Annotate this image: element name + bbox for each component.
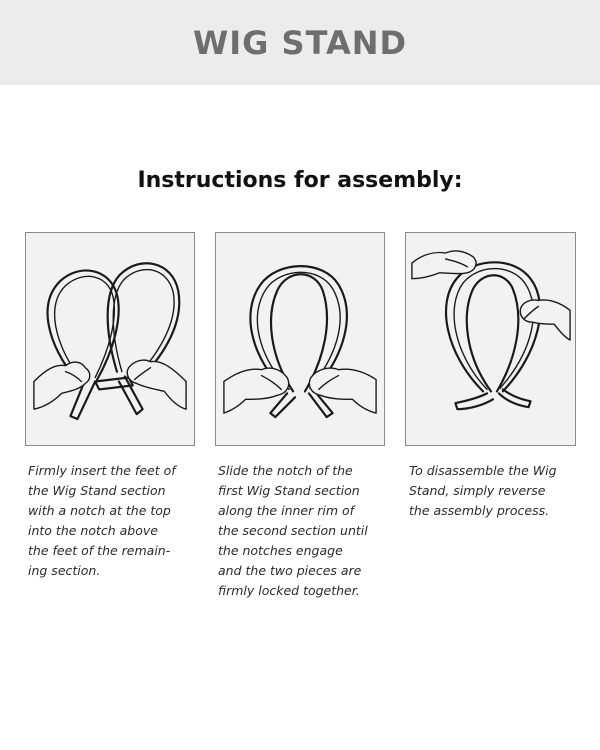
step-3-caption: To disassemble the Wig Stand, simply reverse the assembly process. — [409, 463, 557, 518]
step-1-caption: Firmly insert the feet of the Wig Stand section with a notch at the top into the notch above the feet of the remain- ing section. — [28, 463, 176, 578]
assembled-stand-icon — [406, 233, 575, 445]
instructions-heading: Instructions for assembly: — [137, 168, 463, 193]
step-3-illustration — [405, 232, 576, 446]
step-1-illustration — [25, 232, 195, 446]
page-header — [0, 0, 600, 85]
step-2-caption: Slide the notch of the first Wig Stand section along the inner rim of the second section until the notches engage and the two pieces are firmly locked together. — [218, 463, 368, 598]
two-sections-joining-icon — [26, 233, 194, 445]
page-title: WIG STAND — [192, 23, 408, 62]
step-2-illustration — [215, 232, 385, 446]
nested-sections-locking-icon — [216, 233, 384, 445]
